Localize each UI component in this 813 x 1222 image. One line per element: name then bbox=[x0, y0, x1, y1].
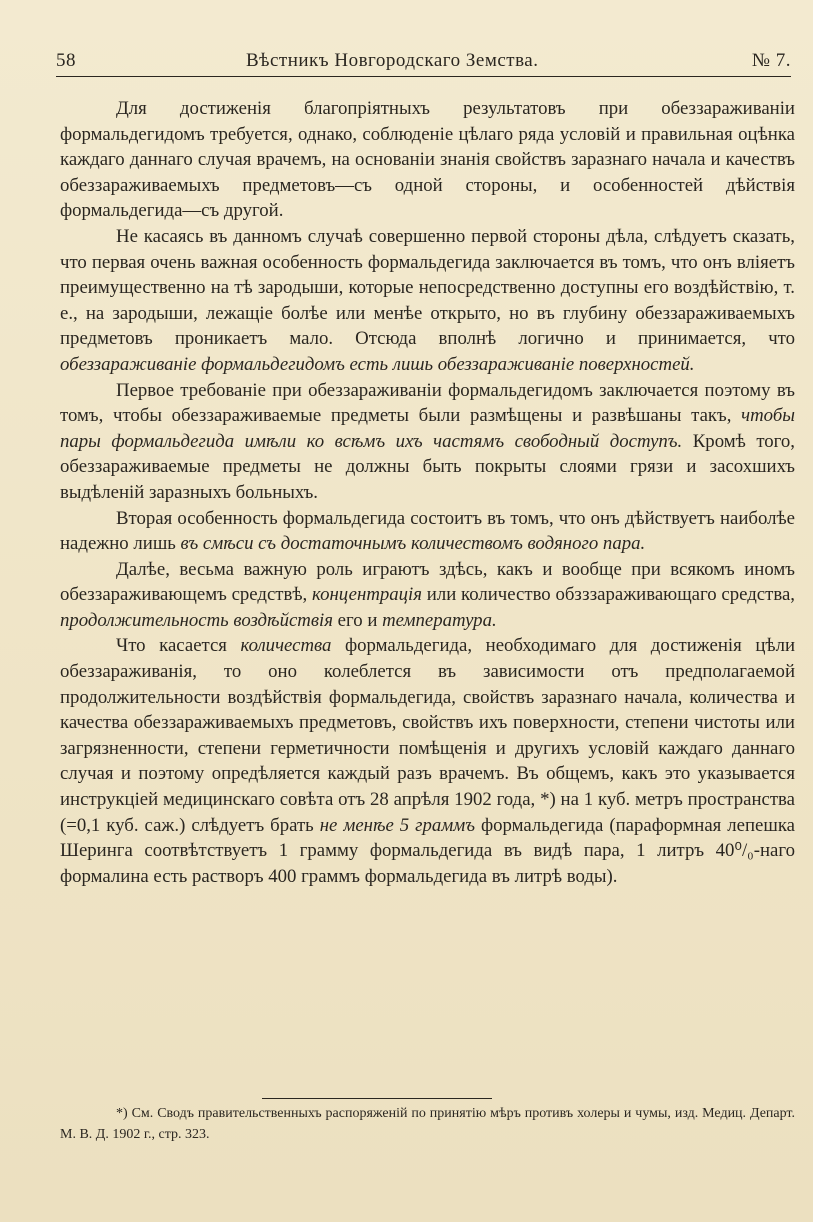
paragraph-text: формальдегида, необходимаго для достиженія цѣли обеззараживанія, то оно колеблется въ зависимости отъ предполагаемой продолжительности воздѣйствія формальдегида, свойствъ заразнаго начала, количества и качества обеззараживаемыхъ предметовъ, свойствъ ихъ поверхности, степени чистоты или загрязненности, степени герметичности помѣщенія и другихъ условій каждаго даннаго случая и поэтому опредѣляется каждый разъ врачемъ. Въ общемъ, какъ это указывается инструкціей медицинскаго совѣта отъ 28 апрѣля 1902 года, *) на 1 куб. метръ пространства (=0,1 куб. саж.) слѣдуетъ брать bbox=[60, 635, 795, 836]
emphasis-text: температура. bbox=[382, 609, 497, 631]
emphasis-text: не менѣе 5 граммъ bbox=[319, 814, 475, 836]
page-number: 58 bbox=[56, 50, 76, 71]
emphasis-text: количества bbox=[240, 635, 332, 657]
emphasis-text: концентрація bbox=[312, 584, 423, 606]
paragraph-text: Вторая особенность формальдегида состоитъ въ томъ, что онъ дѣйствуетъ наиболѣе надежно лишь bbox=[60, 507, 795, 555]
paragraph bbox=[60, 506, 795, 557]
paragraph-text: Что касается bbox=[116, 635, 241, 657]
paragraph-text: его и bbox=[332, 609, 383, 631]
paragraph bbox=[60, 557, 795, 634]
paragraph bbox=[60, 378, 795, 506]
emphasis-text: въ смѣси съ достаточнымъ количествомъ водяного пара. bbox=[180, 533, 646, 555]
paragraph-text: Первое требованіе при обеззараживаніи формальдегидомъ заключается поэтому въ томъ, чтобы обеззараживаемые предметы были размѣщены и развѣшаны такъ, bbox=[60, 379, 795, 427]
footnote-rule bbox=[262, 1098, 492, 1099]
paragraph-text: Далѣе, весьма важную роль играютъ здѣсь, какъ и вообще при всякомъ иномъ обеззараживающемъ средствѣ, bbox=[60, 558, 795, 606]
journal-title: Вѣстникъ Новгородскаго Земства. bbox=[246, 50, 539, 71]
emphasis-text: чтобы пары формальдегида имѣли ко всѣмъ ихъ частямъ свободный доступъ. bbox=[60, 405, 795, 452]
paragraph-text: Кромѣ того, обеззараживаемые предметы не должны быть покрыты слоями грязи и засохшихъ выдѣленій заразныхъ больныхъ. bbox=[60, 430, 795, 503]
paragraph-text: Не касаясь въ данномъ случаѣ совершенно первой стороны дѣла, слѣдуетъ сказать, что первая очень важная особенность формальдегида заключается въ томъ, что онъ вліяетъ преимущественно на тѣ зародыши, которые непосредственно доступны его воздѣйствію, т. е., на зародыши, лежащіе болѣе или менѣе открыто, но въ глубину обеззараживаемыхъ предметовъ проникаетъ мало. Отсюда вполнѣ логично и принимается, что bbox=[60, 225, 795, 350]
paragraph-text: формальдегида (параформная лепешка Шеринга соотвѣтствуетъ 1 грамму формальдегида въ видѣ пара, 1 литръ 40⁰/₀-наго формалина есть растворъ 400 граммъ формальдегида въ литрѣ воды). bbox=[60, 814, 795, 887]
header-rule bbox=[56, 76, 791, 77]
paragraph-text: Для достиженія благопріятныхъ результатовъ при обеззараживаніи формальдегидомъ требуется, однако, соблюденіе цѣлаго ряда условій и правильная оцѣнка каждаго даннаго случая врачемъ, на основаніи знанія свойствъ заразнаго начала и качествъ обеззараживаемыхъ предметовъ—съ одной стороны, и особенностей дѣйствія формальдегида—съ другой. bbox=[60, 98, 795, 222]
running-header bbox=[56, 48, 791, 78]
issue-number: № 7. bbox=[751, 50, 791, 71]
footnote-text: *) См. Сводъ правительственныхъ распоряженій по принятію мѣръ противъ холеры и чумы, изд. Медиц. Департ. М. В. Д. 1902 г., стр. 323. bbox=[60, 1106, 795, 1142]
footnote bbox=[60, 1103, 795, 1145]
emphasis-text: обеззараживаніе формальдегидомъ есть лишь обеззараживаніе поверхностей. bbox=[60, 353, 695, 375]
paragraph bbox=[60, 224, 795, 378]
paragraph bbox=[60, 96, 795, 224]
paragraph-text: или количество обзззараживающаго средства, bbox=[422, 584, 795, 606]
paragraph bbox=[60, 633, 795, 889]
body-text bbox=[60, 96, 795, 889]
emphasis-text: продолжительность воздѣйствія bbox=[60, 609, 333, 631]
